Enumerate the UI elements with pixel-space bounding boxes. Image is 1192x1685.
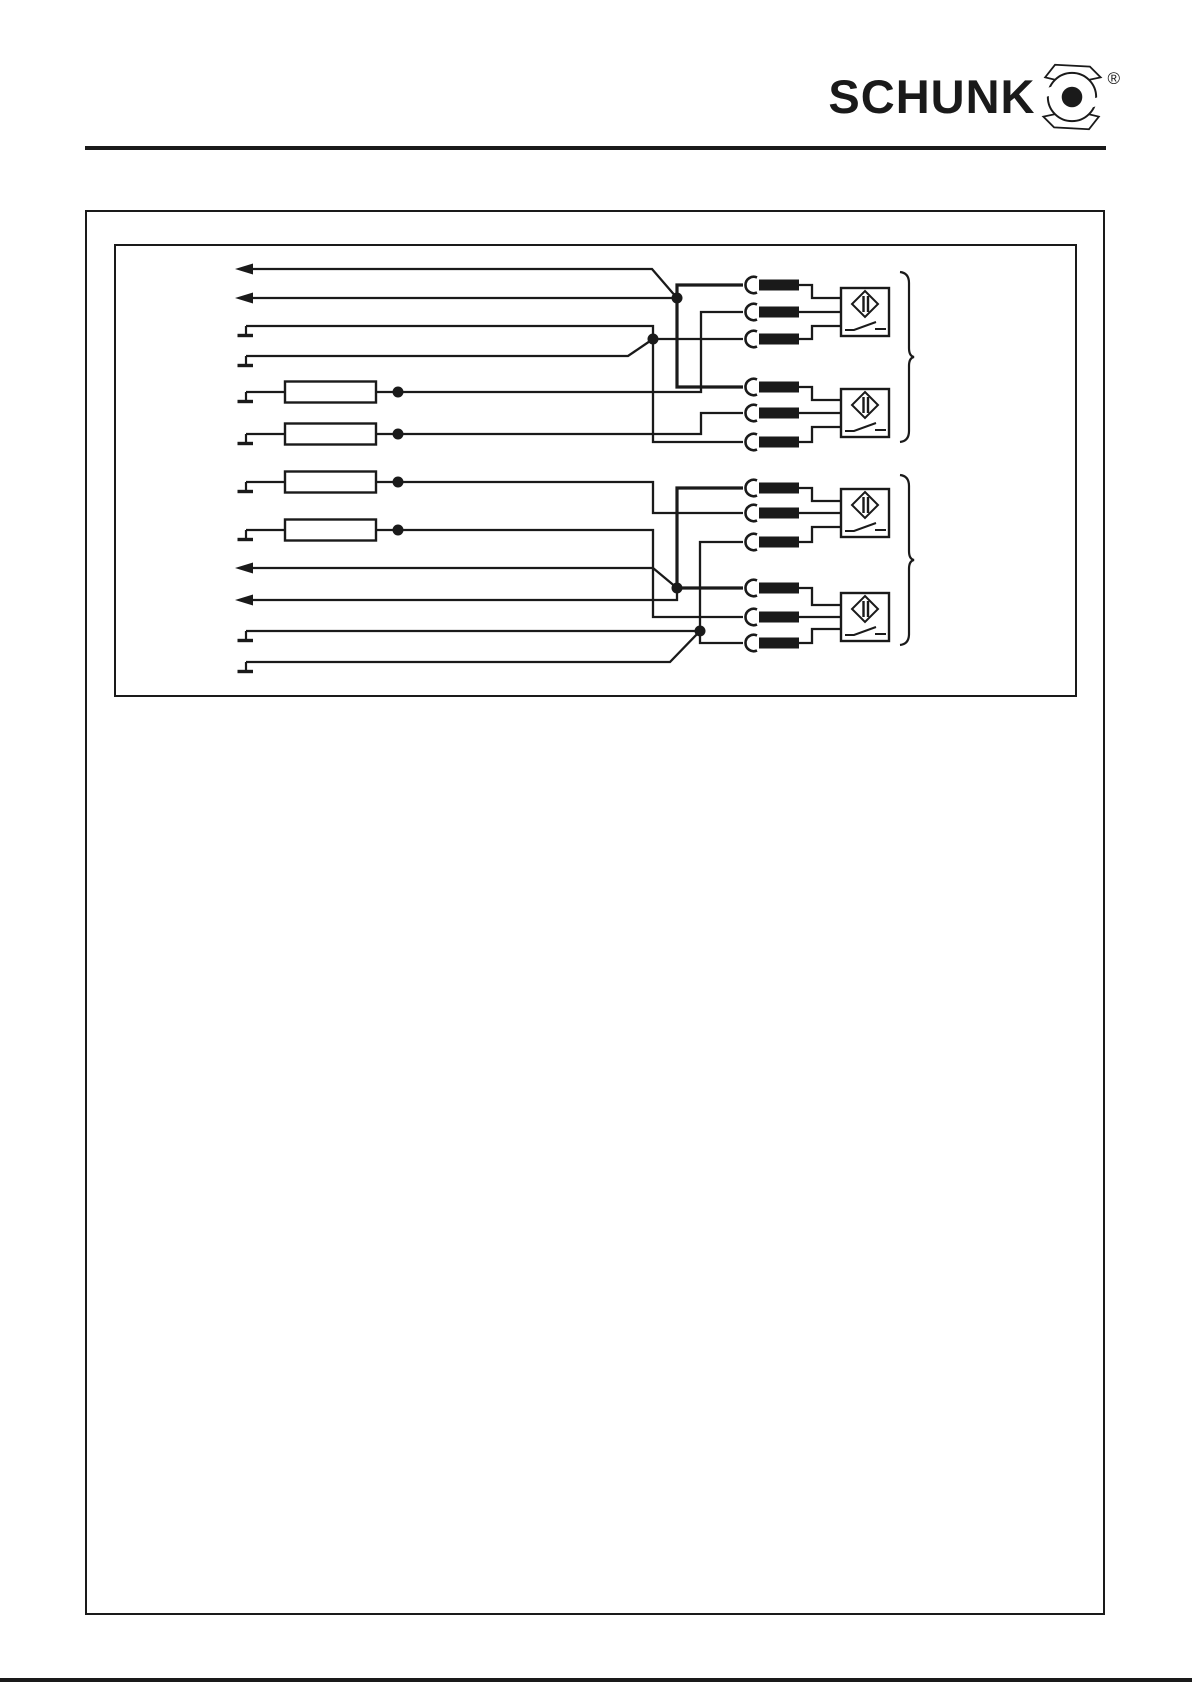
wire bbox=[700, 631, 743, 643]
wire bbox=[246, 631, 700, 662]
footer-rule bbox=[0, 1678, 1192, 1682]
resistor bbox=[285, 520, 376, 541]
wire bbox=[799, 285, 841, 298]
connector-plug bbox=[759, 583, 799, 594]
connector-socket-icon bbox=[745, 304, 757, 320]
connector-socket-icon bbox=[745, 405, 757, 421]
connector-socket-icon bbox=[745, 331, 757, 347]
wire bbox=[653, 339, 743, 442]
junction-dot bbox=[672, 583, 683, 594]
resistor bbox=[285, 382, 376, 403]
registered-trademark: ® bbox=[1107, 69, 1120, 88]
wire bbox=[799, 326, 841, 339]
connector-plug bbox=[759, 638, 799, 649]
connector-socket-icon bbox=[745, 277, 757, 293]
wire bbox=[250, 269, 677, 298]
brand-wordmark: SCHUNK bbox=[828, 70, 1036, 123]
connector-plug bbox=[759, 408, 799, 419]
connector-socket-icon bbox=[745, 580, 757, 596]
connector-socket-icon bbox=[745, 534, 757, 550]
wire bbox=[799, 588, 841, 605]
wire bbox=[799, 629, 841, 643]
connector-plug bbox=[759, 612, 799, 623]
connector-plug bbox=[759, 280, 799, 291]
wire bbox=[246, 326, 653, 339]
arrow-head-icon bbox=[235, 264, 253, 275]
connector-socket-icon bbox=[745, 505, 757, 521]
wire bbox=[677, 285, 743, 298]
wire bbox=[376, 530, 743, 617]
arrow-head-icon bbox=[235, 563, 253, 574]
wire bbox=[799, 527, 841, 542]
connector-socket-icon bbox=[745, 635, 757, 651]
wire bbox=[376, 312, 743, 392]
connector-socket-icon bbox=[745, 379, 757, 395]
connector-socket-icon bbox=[745, 480, 757, 496]
resistor bbox=[285, 424, 376, 445]
wire bbox=[246, 339, 653, 356]
junction-dot bbox=[648, 334, 659, 345]
junction-dot bbox=[672, 293, 683, 304]
wire bbox=[799, 427, 841, 442]
connector-plug bbox=[759, 537, 799, 548]
connector-socket-icon bbox=[745, 434, 757, 450]
connector-plug bbox=[759, 483, 799, 494]
connector-plug bbox=[759, 382, 799, 393]
wire bbox=[799, 488, 841, 501]
connector-plug bbox=[759, 307, 799, 318]
resistor bbox=[285, 472, 376, 493]
wire bbox=[376, 413, 743, 434]
connector-socket-icon bbox=[745, 609, 757, 625]
connector-plug bbox=[759, 437, 799, 448]
group-brace bbox=[900, 475, 914, 645]
junction-dot bbox=[393, 429, 404, 440]
junction-dot bbox=[695, 626, 706, 637]
wire bbox=[250, 588, 677, 600]
junction-dot bbox=[393, 477, 404, 488]
junction-dot bbox=[393, 525, 404, 536]
group-brace bbox=[900, 272, 914, 442]
connector-plug bbox=[759, 334, 799, 345]
junction-dot bbox=[393, 387, 404, 398]
connector-plug bbox=[759, 508, 799, 519]
wire bbox=[799, 387, 841, 400]
arrow-head-icon bbox=[235, 293, 253, 304]
wire bbox=[250, 568, 677, 588]
arrow-head-icon bbox=[235, 595, 253, 606]
wire bbox=[677, 488, 743, 588]
